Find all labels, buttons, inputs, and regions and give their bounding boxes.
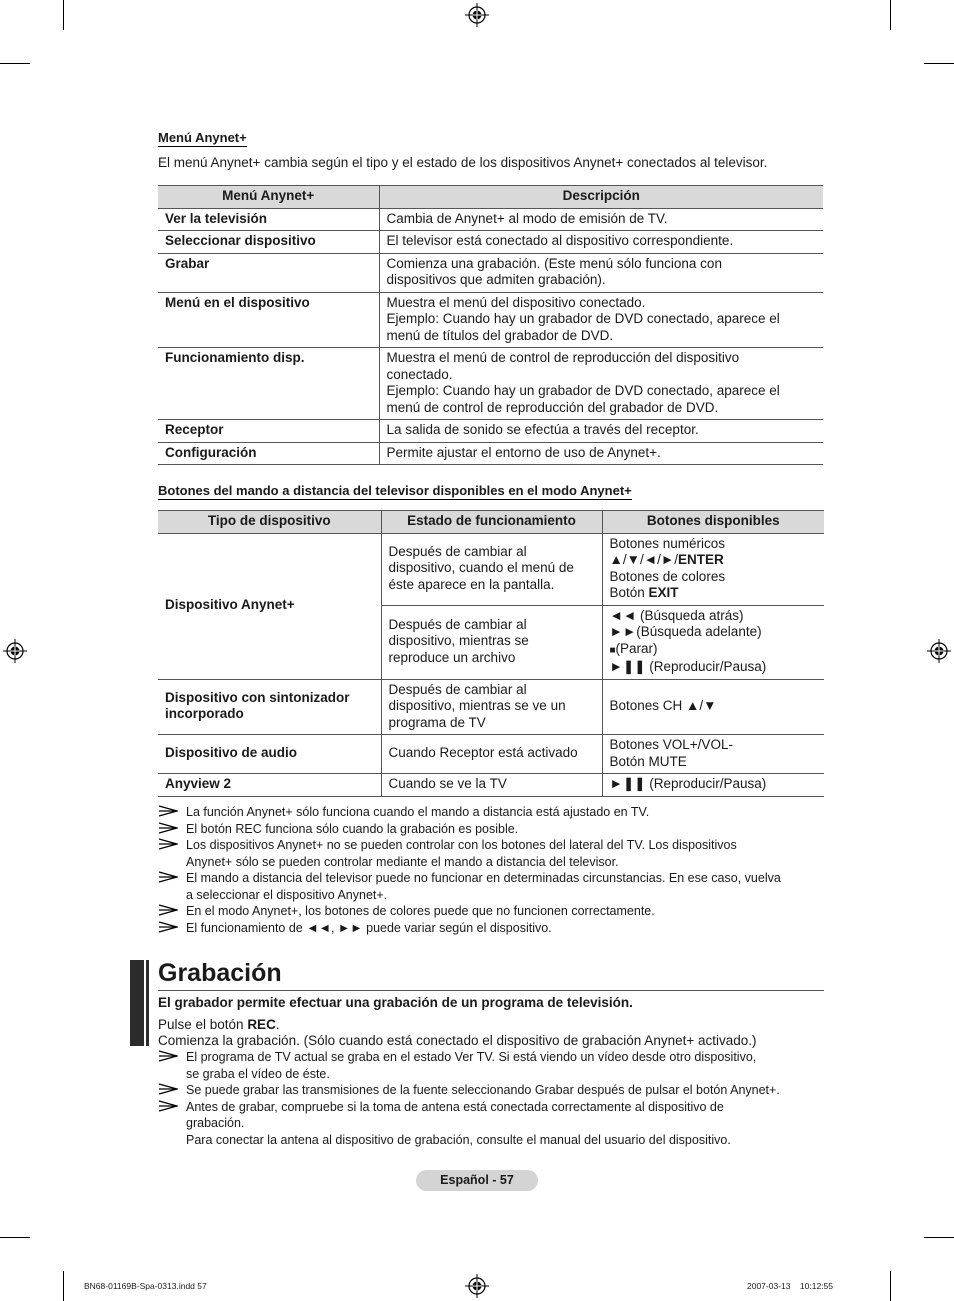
table-row (158, 208, 823, 231)
arrow-buttons-icon: ▲/▼/◄/►/ (609, 552, 678, 567)
state-line: Después de cambiar al (388, 681, 527, 697)
note-arrow-icon (158, 822, 178, 834)
device-type: Anyview 2 (158, 774, 381, 797)
menu-item-description (379, 442, 823, 465)
note-line: En el modo Anynet+, los botones de colores puede que no funcionen correctamente. (186, 904, 655, 918)
stop-label: (Parar) (615, 640, 658, 656)
button-prefix: Botón (609, 585, 649, 600)
grabacion-starts: Comienza la grabación. (Sólo cuando está conectado el dispositivo de grabación Anynet+ activado.) (158, 1033, 757, 1048)
registration-mark-icon (465, 1274, 489, 1298)
crop-mark (924, 1237, 954, 1238)
operating-state (381, 605, 602, 679)
buttons-line: Botones VOL+/VOL- (609, 737, 733, 752)
note-item (158, 903, 828, 920)
page-number-badge: Español - 57 (416, 1170, 538, 1191)
state-line: dispositivo, mientras se ve un (388, 698, 566, 713)
state-line: dispositivo, cuando el menú de (388, 560, 574, 576)
registration-mark-icon (3, 639, 27, 663)
registration-mark-icon (465, 3, 489, 27)
note-line: Se puede grabar las transmisiones de la fuente seleccionando Grabar después de pulsar el botón Anynet+. (186, 1083, 780, 1097)
note-item (158, 870, 828, 903)
section-marker-bar (130, 960, 144, 1046)
note-line: El botón REC funciona sólo cuando la grabación es posible. (186, 821, 519, 836)
menu-item-description (379, 348, 823, 420)
menu-item-name: Ver la televisión (158, 208, 379, 231)
table-row (158, 735, 824, 774)
state-line: dispositivo, mientras se (388, 633, 529, 649)
column-header: Descripción (379, 186, 823, 209)
buttons-line: Botones numéricos (609, 535, 726, 551)
note-item (158, 1099, 838, 1149)
operating-state (381, 533, 602, 605)
table-row (158, 533, 824, 605)
description-line: Ejemplo: Cuando hay un grabador de DVD conectado, aparece el (386, 311, 780, 326)
menu-item-description (379, 253, 823, 292)
description-line: Permite ajustar el entorno de uso de Anynet+. (386, 444, 661, 460)
note-line: Anynet+ sólo se pueden controlar mediante el mando a distancia del televisor. (186, 854, 619, 869)
note-item (158, 1049, 838, 1082)
note-line: grabación. (186, 1116, 245, 1130)
note-line: Para conectar la antena al dispositivo de grabación, consulte el manual del usuario del dispositivo. (186, 1132, 731, 1147)
note-item (158, 821, 828, 838)
operating-state (381, 679, 602, 735)
note-arrow-icon (158, 1083, 178, 1095)
note-line: Antes de grabar, compruebe si la toma de antena está conectada correctamente al dispositivo de (186, 1099, 724, 1114)
notes-list (158, 804, 828, 936)
device-type: Dispositivo Anynet+ (158, 533, 381, 679)
description-line: Muestra el menú de control de reproducción del dispositivo (386, 350, 740, 365)
description-line: Cambia de Anynet+ al modo de emisión de TV. (386, 210, 668, 226)
note-line: El programa de TV actual se graba en el estado Ver TV. Si está viendo un vídeo desde otro dispositivo, (186, 1050, 757, 1064)
buttons-line (610, 585, 818, 602)
note-item (158, 804, 828, 821)
table-row (158, 348, 823, 420)
description-line: Comienza una grabación. (Este menú sólo funciona con (386, 255, 722, 271)
buttons-line (610, 552, 818, 569)
operating-state: Cuando Receptor está activado (381, 735, 602, 774)
date-slug: 2007-03-13 10:12:55 (747, 1281, 834, 1291)
buttons-line (610, 624, 818, 641)
menu-item-name: Grabar (158, 253, 379, 292)
crop-mark (63, 1271, 64, 1301)
buttons-line (610, 608, 818, 625)
description-line: La salida de sonido se efectúa a través del receptor. (386, 422, 699, 437)
note-line: Los dispositivos Anynet+ no se pueden controlar con los botones del lateral del TV. Los dispositivos (186, 838, 737, 852)
press-prefix: Pulse el botón (158, 1017, 248, 1032)
table-row (158, 679, 824, 735)
rewind-label: (Búsqueda atrás) (636, 607, 744, 623)
menu-item-name: Configuración (158, 442, 379, 465)
description-line: menú de control de reproducción del grabador de DVD. (386, 399, 719, 415)
note-line: La función Anynet+ sólo funciona cuando el mando a distancia está ajustado en TV. (186, 805, 650, 819)
section-marker-bar (146, 960, 149, 1046)
crop-mark (63, 0, 64, 30)
table-row (158, 442, 823, 465)
note-line: El mando a distancia del televisor puede no funcionar en determinadas circunstancias. En ese caso, vuelva (186, 871, 781, 885)
registration-mark-icon (927, 639, 951, 663)
state-line: Después de cambiar al (388, 616, 527, 632)
column-header: Menú Anynet+ (158, 186, 379, 209)
crop-mark (890, 1271, 891, 1301)
available-buttons (602, 605, 824, 679)
table-row (158, 774, 824, 797)
menu-section-heading: Menú Anynet+ (158, 130, 247, 145)
play-pause-label: (Reproducir/Pausa) (645, 659, 767, 674)
menu-item-description (379, 231, 823, 254)
state-line: Después de cambiar al (388, 543, 527, 559)
device-type (158, 679, 381, 735)
device-type: Dispositivo de audio (158, 735, 381, 774)
table-row (158, 231, 823, 254)
exit-label: EXIT (648, 585, 679, 600)
state-line: éste aparece en la pantalla. (388, 576, 555, 592)
table-row (158, 253, 823, 292)
menu-item-name: Seleccionar dispositivo (158, 231, 379, 254)
rewind-icon: ◄◄ (609, 607, 637, 623)
menu-item-name: Receptor (158, 420, 379, 443)
menu-item-name: Funcionamiento disp. (158, 348, 379, 420)
file-slug: BN68-01169B-Spa-0313.indd 57 (84, 1281, 207, 1291)
column-header: Tipo de dispositivo (158, 511, 381, 534)
available-buttons (602, 735, 824, 774)
note-arrow-icon (158, 904, 178, 916)
anynet-menu-table (158, 185, 823, 465)
section-title-rule (158, 990, 824, 991)
grabacion-notes-list (158, 1049, 838, 1148)
description-line: dispositivos que admiten grabación). (386, 272, 606, 287)
column-header: Botones disponibles (602, 511, 824, 534)
note-arrow-icon (158, 838, 178, 850)
available-buttons (602, 774, 824, 797)
buttons-section-heading: Botones del mando a distancia del televisor disponibles en el modo Anynet+ (158, 483, 632, 498)
menu-item-description (379, 420, 823, 443)
menu-item-description (379, 292, 823, 348)
description-line: El televisor está conectado al dispositivo correspondiente. (386, 233, 734, 248)
note-line: El funcionamiento de ◄◄, ►► puede variar según el dispositivo. (186, 920, 552, 935)
section-title: Grabación (158, 959, 282, 987)
description-line: menú de títulos del grabador de DVD. (386, 327, 614, 343)
state-line: reproduce un archivo (388, 649, 516, 665)
fast-forward-icon: ►► (609, 624, 637, 639)
state-line: programa de TV (388, 714, 486, 730)
crop-mark (924, 63, 954, 64)
operating-state: Cuando se ve la TV (381, 774, 602, 797)
note-item (158, 920, 828, 937)
stop-icon: ■ (609, 644, 616, 656)
remote-buttons-table (158, 510, 824, 797)
note-line: a seleccionar el dispositivo Anynet+. (186, 887, 388, 902)
table-row (158, 420, 823, 443)
buttons-line (610, 659, 818, 676)
grabacion-lead: El grabador permite efectuar una grabación de un programa de televisión. (158, 995, 633, 1010)
note-arrow-icon (158, 1050, 178, 1062)
crop-mark (0, 63, 30, 64)
note-arrow-icon (158, 805, 178, 817)
note-arrow-icon (158, 921, 178, 933)
note-line: se graba el vídeo de éste. (186, 1066, 330, 1081)
table-header-row (158, 186, 823, 209)
device-line: Dispositivo con sintonizador (165, 689, 350, 705)
table-header-row (158, 511, 824, 534)
note-item (158, 1082, 838, 1099)
enter-label: ENTER (677, 552, 724, 567)
column-header: Estado de funcionamiento (381, 511, 602, 534)
rec-key-label: REC (247, 1017, 276, 1032)
play-pause-icon: ►❚❚ (609, 659, 646, 674)
buttons-line: Botones de colores (609, 568, 726, 584)
description-line: Ejemplo: Cuando hay un grabador de DVD conectado, aparece el (386, 383, 780, 398)
description-line: conectado. (386, 366, 453, 382)
grabacion-press-instruction (158, 1017, 280, 1033)
menu-item-description (379, 208, 823, 231)
menu-item-name: Menú en el dispositivo (158, 292, 379, 348)
menu-section-intro: El menú Anynet+ cambia según el tipo y el estado de los dispositivos Anynet+ conectados al televisor. (158, 155, 768, 170)
crop-mark (890, 0, 891, 30)
note-arrow-icon (158, 871, 178, 883)
crop-mark (0, 1237, 30, 1238)
available-buttons (602, 533, 824, 605)
buttons-line: Botón MUTE (609, 753, 687, 769)
play-pause-label: (Reproducir/Pausa) (645, 776, 767, 791)
buttons-line (610, 641, 818, 660)
available-buttons: Botones CH ▲/▼ (602, 679, 824, 735)
note-item (158, 837, 828, 870)
play-pause-icon: ►❚❚ (609, 776, 646, 791)
fast-forward-label: (Búsqueda adelante) (636, 624, 762, 639)
device-line: incorporado (165, 706, 244, 722)
press-suffix: . (275, 1017, 280, 1032)
note-arrow-icon (158, 1100, 178, 1112)
table-row (158, 292, 823, 348)
description-line: Muestra el menú del dispositivo conectado. (386, 294, 646, 310)
